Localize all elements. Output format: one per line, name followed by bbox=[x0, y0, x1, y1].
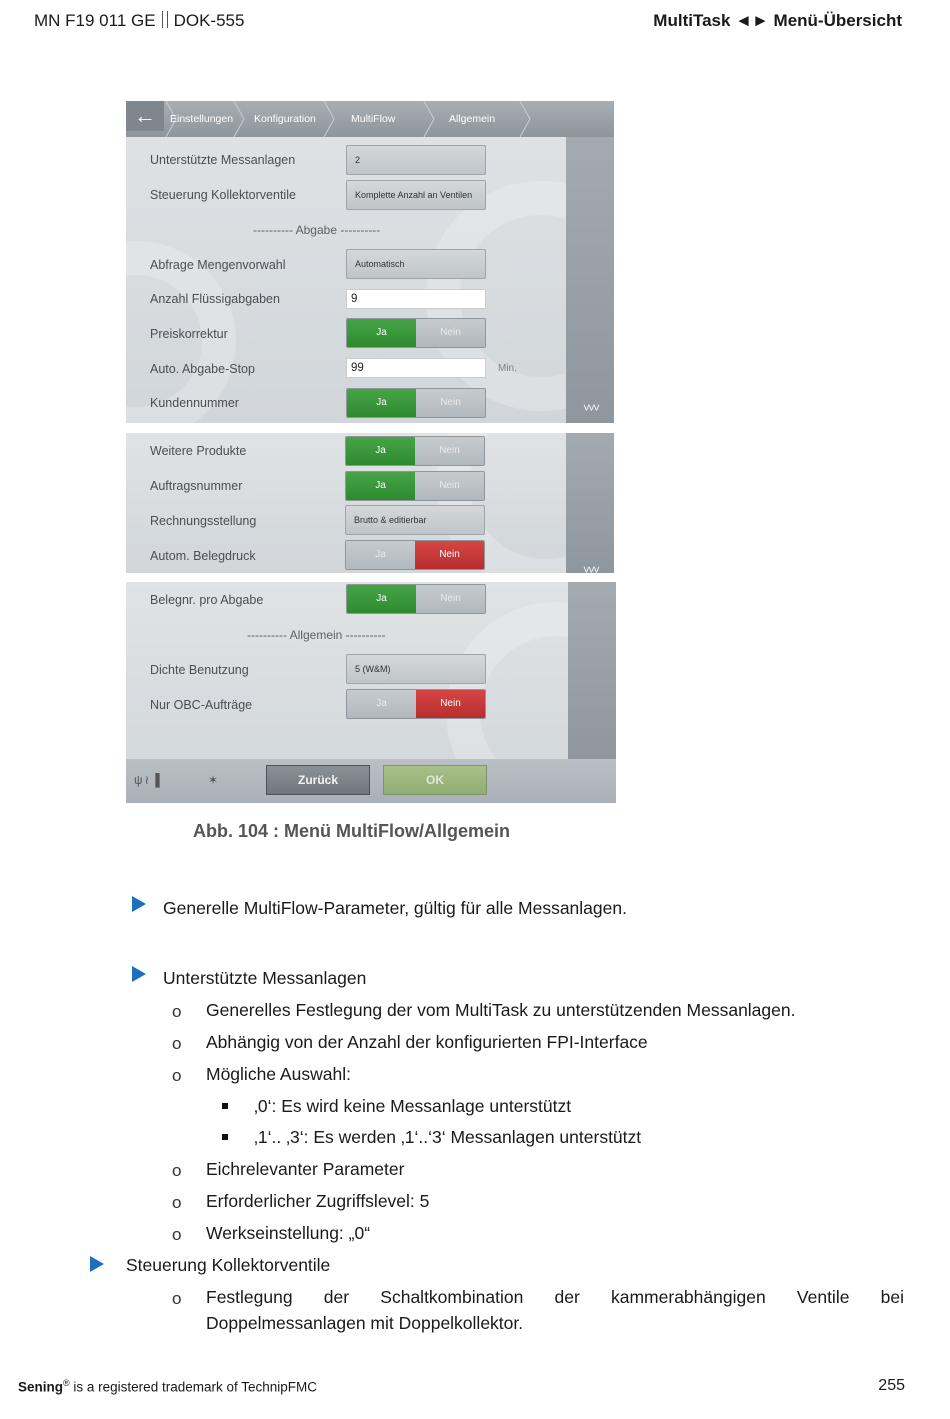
toggle-nein[interactable]: Nein bbox=[416, 389, 485, 417]
input-auto-abgabe-stop[interactable]: 99 bbox=[346, 358, 486, 378]
toggle-nein[interactable]: Nein bbox=[415, 437, 484, 465]
label-belegnr-pro-abgabe: Belegnr. pro Abgabe bbox=[150, 593, 264, 607]
section-allgemein: ---------- Allgemein ---------- bbox=[247, 628, 386, 642]
sub-sub-bullet-text: ‚1‘.. ‚3‘: Es werden ‚1‘..‘3‘ Messanlagen unterstützt bbox=[254, 1127, 642, 1147]
label-abfrage-mengenvorwahl: Abfrage Mengenvorwahl bbox=[150, 258, 286, 272]
bullet-triangle-icon bbox=[90, 1256, 104, 1272]
toggle-ja[interactable]: Ja bbox=[346, 472, 415, 500]
back-button[interactable]: Zurück bbox=[266, 765, 370, 795]
scrollbar[interactable] bbox=[566, 137, 614, 423]
bluetooth-icon: ✶ bbox=[208, 773, 219, 787]
label-unterstuetzte-messanlagen: Unterstützte Messanlagen bbox=[150, 153, 296, 167]
label-auftragsnummer: Auftragsnummer bbox=[150, 479, 243, 493]
square-bullet bbox=[222, 1103, 228, 1109]
label-steuerung-kollektorventile: Steuerung Kollektorventile bbox=[150, 188, 296, 202]
select-rechnungsstellung[interactable]: Brutto & editierbar bbox=[345, 505, 485, 535]
sub-bullet-text: Eichrelevanter Parameter bbox=[206, 1159, 405, 1179]
toggle-ja[interactable]: Ja bbox=[347, 389, 416, 417]
sub-bullet-text: Werkseinstellung: „0“ bbox=[206, 1223, 371, 1243]
scroll-down-icon[interactable]: ˅˅˅ bbox=[582, 563, 598, 573]
label-autom-belegdruck: Autom. Belegdruck bbox=[150, 549, 256, 563]
toggle-nein[interactable]: Nein bbox=[416, 690, 485, 718]
crumb-konfiguration[interactable]: Konfiguration bbox=[254, 113, 316, 125]
breadcrumb bbox=[126, 101, 614, 137]
bullet-text: Unterstützte Messanlagen bbox=[163, 968, 367, 988]
select-steuerung-kollektorventile[interactable]: Komplette Anzahl an Ventilen bbox=[346, 180, 486, 210]
bullet-text: Generelle MultiFlow-Parameter, gültig für alle Messanlagen. bbox=[163, 898, 627, 918]
label-auto-abgabe-stop: Auto. Abgabe-Stop bbox=[150, 362, 255, 376]
sub-bullet: o bbox=[172, 1002, 182, 1021]
toggle-ja[interactable]: Ja bbox=[347, 319, 416, 347]
sub-bullet: o bbox=[172, 1034, 182, 1053]
unit-min: Min. bbox=[498, 363, 517, 374]
toggle-auftragsnummer[interactable] bbox=[345, 471, 485, 501]
toggle-belegnr-pro-abgabe[interactable] bbox=[346, 584, 486, 614]
crumb-allgemein[interactable]: Allgemein bbox=[449, 113, 496, 125]
document-id: MN F19 011 GE DOK-555 bbox=[34, 11, 245, 30]
toggle-autom-belegdruck[interactable] bbox=[345, 540, 485, 570]
label-weitere-produkte: Weitere Produkte bbox=[150, 444, 247, 458]
input-anzahl-fluessigabgaben[interactable]: 9 bbox=[346, 289, 486, 309]
back-arrow-icon[interactable]: ← bbox=[126, 101, 164, 131]
sub-bullet: o bbox=[172, 1225, 182, 1244]
screenshot-panel-1 bbox=[126, 101, 614, 423]
bullet-triangle-icon bbox=[132, 966, 146, 982]
sub-bullet-text: Mögliche Auswahl: bbox=[206, 1064, 351, 1084]
toggle-nur-obc-auftraege[interactable] bbox=[346, 689, 486, 719]
select-abfrage-mengenvorwahl[interactable]: Automatisch bbox=[346, 249, 486, 279]
label-nur-obc-auftraege: Nur OBC-Aufträge bbox=[150, 698, 253, 712]
toggle-nein[interactable]: Nein bbox=[415, 472, 484, 500]
footer-trademark: Sening® is a registered trademark of TechnipFMC bbox=[18, 1378, 318, 1395]
section-abgabe: ---------- Abgabe ---------- bbox=[253, 223, 381, 237]
toggle-preiskorrektur[interactable] bbox=[346, 318, 486, 348]
toggle-ja[interactable]: Ja bbox=[346, 541, 415, 569]
sub-bullet: o bbox=[172, 1193, 182, 1212]
label-preiskorrektur: Preiskorrektur bbox=[150, 327, 228, 341]
toggle-kundennummer[interactable] bbox=[346, 388, 486, 418]
status-icons bbox=[134, 773, 162, 787]
sub-bullet: o bbox=[172, 1289, 182, 1308]
bullet-text: Steuerung Kollektorventile bbox=[126, 1255, 331, 1275]
sub-bullet-text: Erforderlicher Zugriffslevel: 5 bbox=[206, 1191, 430, 1211]
scrollbar[interactable] bbox=[566, 433, 614, 573]
usb-icon: ψ bbox=[134, 773, 145, 787]
scroll-down-icon[interactable]: ˅˅˅ bbox=[582, 401, 598, 415]
link-icon: ≀ bbox=[144, 773, 152, 787]
select-unterstuetzte-messanlagen[interactable]: 2 bbox=[346, 145, 486, 175]
sub-bullet-text-continued: Doppelmessanlagen mit Doppelkollektor. bbox=[206, 1313, 524, 1333]
label-anzahl-fluessigabgaben: Anzahl Flüssigabgaben bbox=[150, 292, 280, 306]
ok-button[interactable]: OK bbox=[383, 765, 487, 795]
crumb-einstellungen[interactable]: Einstellungen bbox=[170, 113, 234, 125]
figure-caption: Abb. 104 : Menü MultiFlow/Allgemein bbox=[193, 821, 511, 841]
toggle-ja[interactable]: Ja bbox=[347, 585, 416, 613]
bottom-bar bbox=[126, 759, 616, 803]
sub-bullet: o bbox=[172, 1161, 182, 1180]
screenshot-panel-3 bbox=[126, 582, 616, 803]
bullet-triangle-icon bbox=[132, 896, 146, 912]
screenshot-panel-2 bbox=[126, 433, 614, 573]
page-number: 255 bbox=[878, 1377, 905, 1394]
select-dichte-benutzung[interactable]: 5 (W&M) bbox=[346, 654, 486, 684]
label-rechnungsstellung: Rechnungsstellung bbox=[150, 514, 257, 528]
crumb-multiflow[interactable]: MultiFlow bbox=[351, 113, 396, 125]
square-bullet bbox=[222, 1134, 228, 1140]
sub-bullet-text-justified: Festlegung der Schaltkombination der kammerabhängigen Ventile bei bbox=[206, 1287, 904, 1307]
toggle-ja[interactable]: Ja bbox=[346, 437, 415, 465]
toggle-nein[interactable]: Nein bbox=[415, 541, 484, 569]
scrollbar[interactable] bbox=[568, 582, 616, 759]
label-dichte-benutzung: Dichte Benutzung bbox=[150, 663, 249, 677]
sub-bullet-text: Abhängig von der Anzahl der konfigurierten FPI-Interface bbox=[206, 1032, 648, 1052]
toggle-ja[interactable]: Ja bbox=[347, 690, 416, 718]
toggle-nein[interactable]: Nein bbox=[416, 585, 485, 613]
sub-bullet-text: Generelles Festlegung der vom MultiTask zu unterstützenden Messanlagen. bbox=[206, 1000, 796, 1020]
toggle-nein[interactable]: Nein bbox=[416, 319, 485, 347]
sub-bullet: o bbox=[172, 1066, 182, 1085]
sub-sub-bullet-text: ‚0‘: Es wird keine Messanlage unterstützt bbox=[254, 1096, 572, 1116]
label-kundennummer: Kundennummer bbox=[150, 396, 239, 410]
toggle-weitere-produkte[interactable] bbox=[345, 436, 485, 466]
signal-icon: ▐ bbox=[151, 773, 162, 787]
section-title: MultiTask ◄► Menü-Übersicht bbox=[653, 11, 902, 30]
